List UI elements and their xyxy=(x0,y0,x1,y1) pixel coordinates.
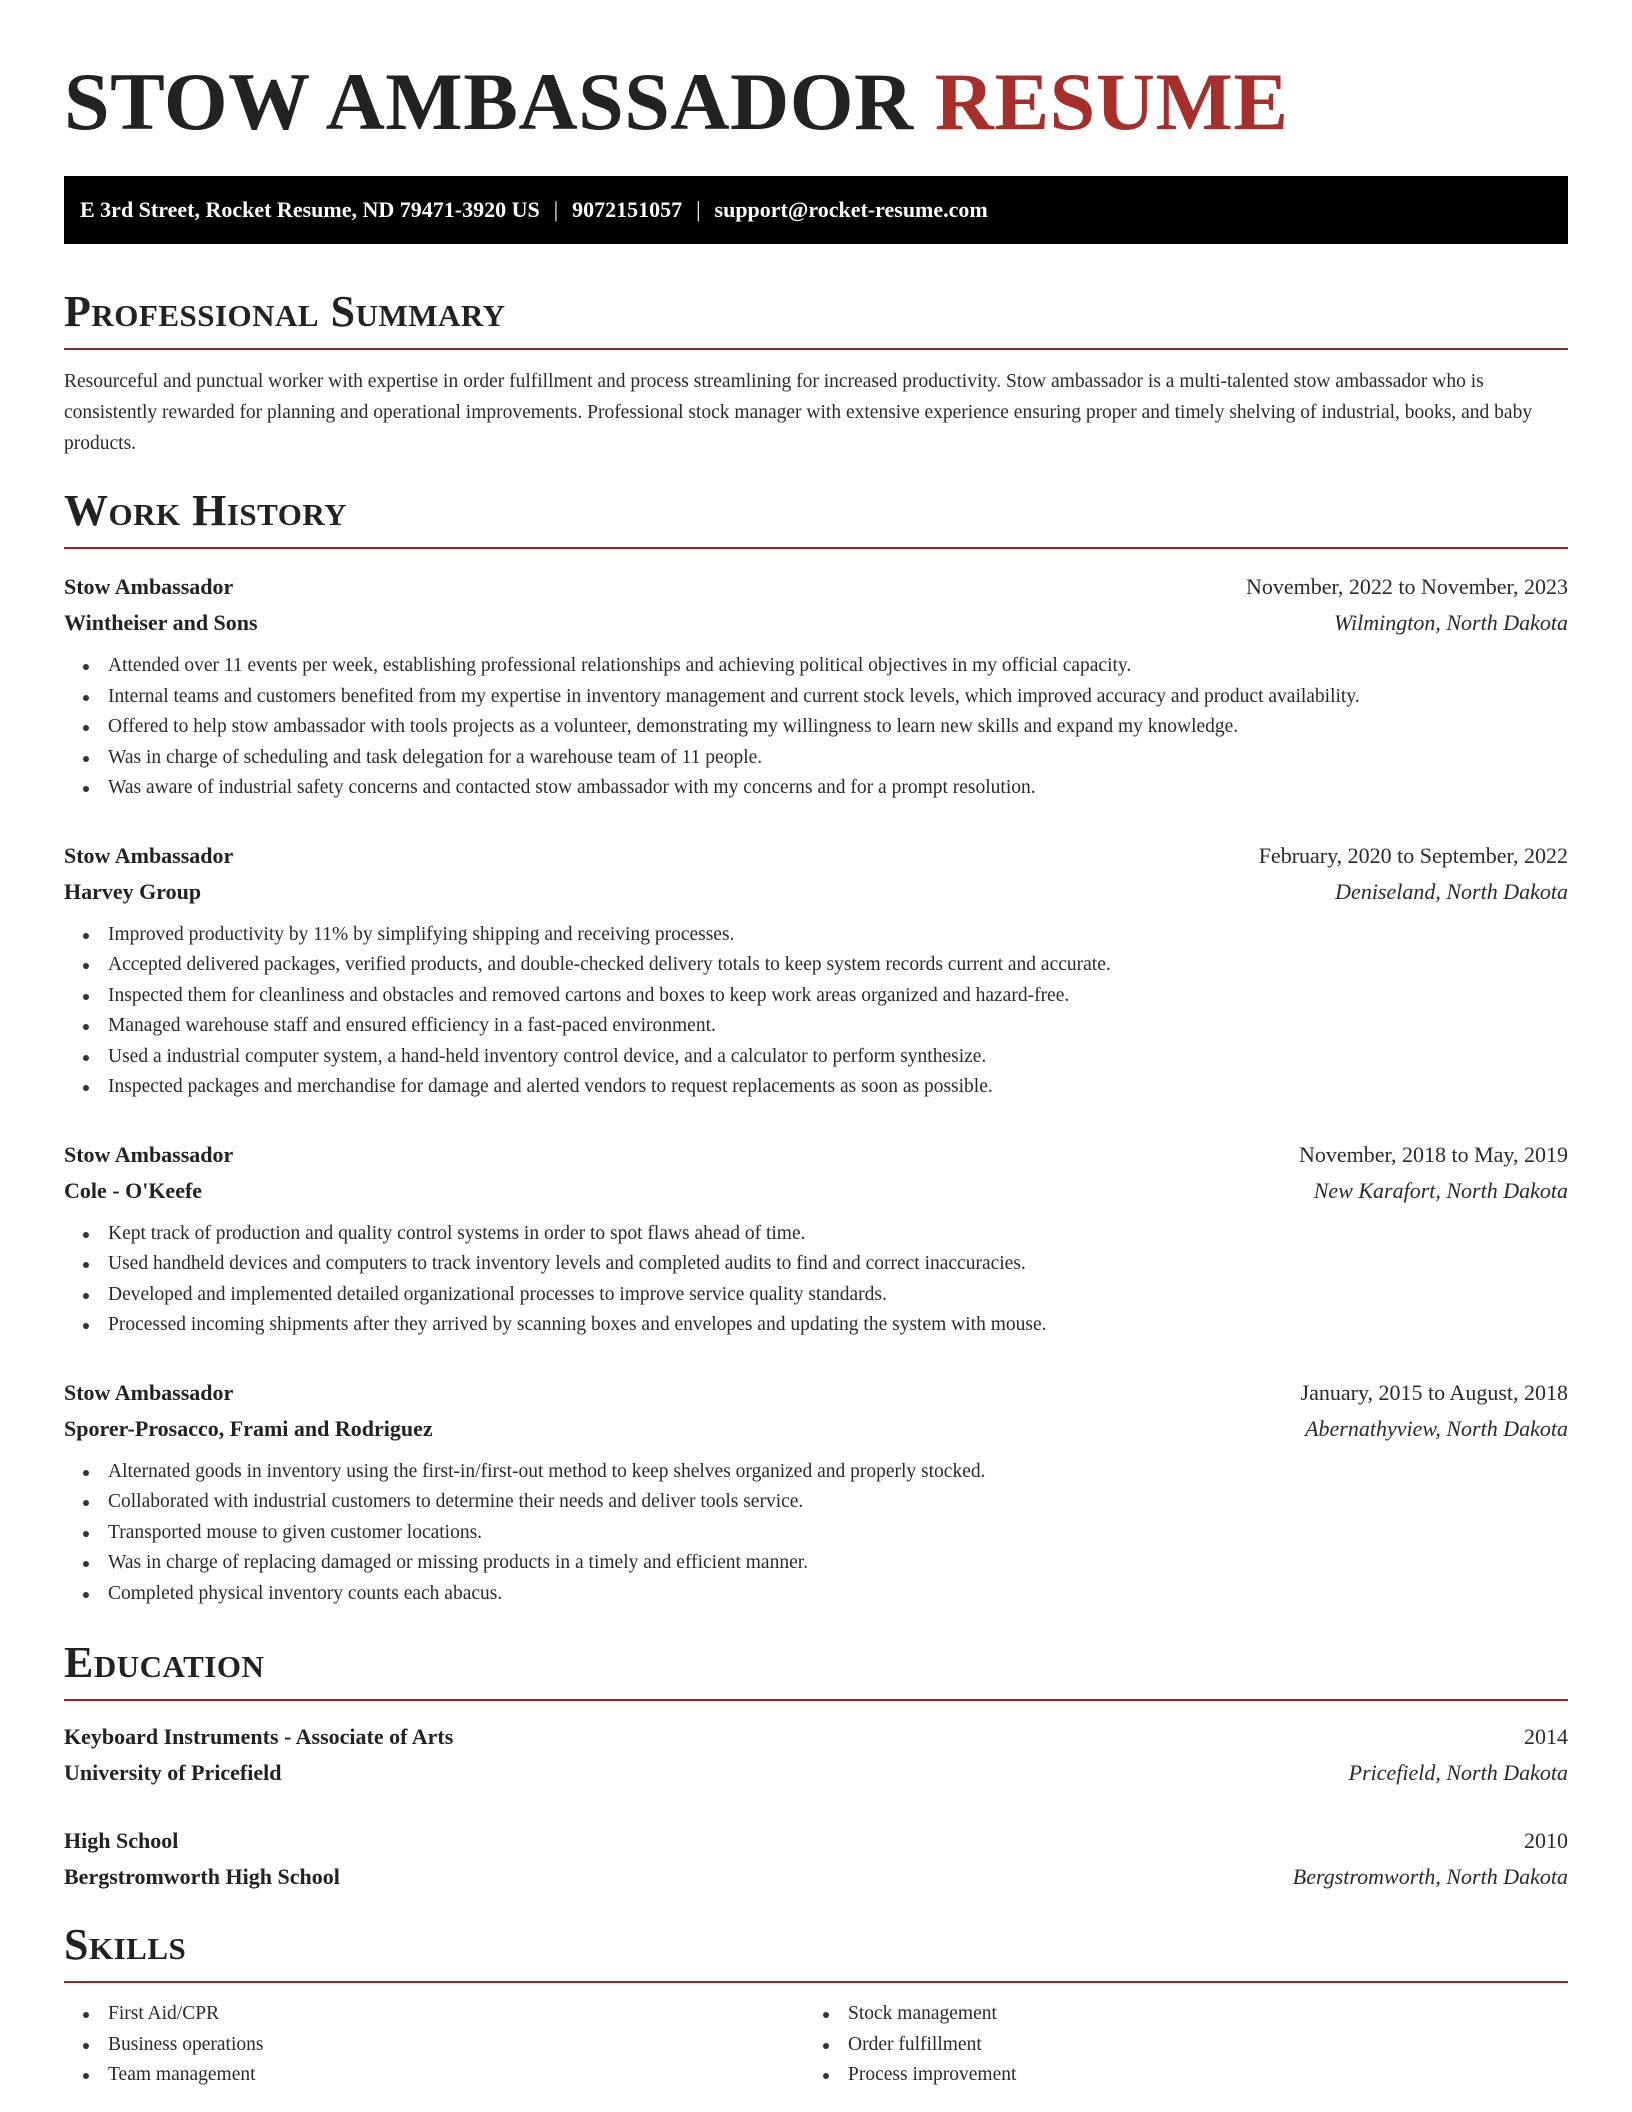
education-heading: Education xyxy=(64,1635,1568,1701)
work-history-heading: Work History xyxy=(64,483,1568,549)
skill-item: Team management xyxy=(64,2060,804,2091)
job-title: Stow Ambassador xyxy=(64,1141,234,1167)
job-title-row xyxy=(64,1375,1568,1411)
contact-separator: | xyxy=(696,197,701,222)
job-bullet: Managed warehouse staff and ensured efficiency in a fast-paced environment. xyxy=(64,1011,1568,1042)
job-bullet: Used handheld devices and computers to track inventory levels and completed audits to find and correct inaccuracies. xyxy=(64,1249,1568,1280)
resume-page xyxy=(64,0,1568,2091)
skill-item: Order fulfillment xyxy=(804,2030,1544,2061)
job-bullet: Offered to help stow ambassador with tools projects as a volunteer, demonstrating my willingness to learn new skills and expand my knowledge. xyxy=(64,712,1568,743)
job-bullet: Improved productivity by 11% by simplifying shipping and receiving processes. xyxy=(64,920,1568,951)
job-bullet: Alternated goods in inventory using the first-in/first-out method to keep shelves organized and properly stocked. xyxy=(64,1457,1568,1488)
education-school: Bergstromworth High School xyxy=(64,1864,340,1889)
job-title-row xyxy=(64,569,1568,605)
job-bullet: Internal teams and customers benefited from my expertise in inventory management and current stock levels, which improved accuracy and product availability. xyxy=(64,682,1568,713)
summary-heading: Professional Summary xyxy=(64,284,1568,350)
summary-text: Resourceful and punctual worker with expertise in order fulfillment and process streamlining for increased productivity. Stow ambassador is a multi-talented stow ambassador who is consistently rewarded for planning and operational improvements. Professional stock manager with extensive experience ensuring proper and timely shelving of industrial, books, and baby products. xyxy=(64,371,1533,454)
job-bullets xyxy=(64,1457,1568,1610)
skill-item: First Aid/CPR xyxy=(64,1999,804,2030)
education-entry xyxy=(64,1823,1568,1895)
job-title-row xyxy=(64,1137,1568,1173)
job-bullet: Inspected them for cleanliness and obstacles and removed cartons and boxes to keep work areas organized and hazard-free. xyxy=(64,981,1568,1012)
job-company-row xyxy=(64,1173,1568,1209)
education-year: 2010 xyxy=(1524,1828,1568,1853)
job-entry xyxy=(64,838,1568,1103)
job-title: Stow Ambassador xyxy=(64,842,234,868)
contact-address: E 3rd Street, Rocket Resume, ND 79471-3920 US xyxy=(80,197,540,222)
resume-title-accent: RESUME xyxy=(934,56,1289,147)
education-school-row xyxy=(64,1755,1568,1791)
job-dates: February, 2020 to September, 2022 xyxy=(1258,842,1568,868)
skill-item: Process improvement xyxy=(804,2060,1544,2091)
contact-separator: | xyxy=(553,197,559,222)
job-title: Stow Ambassador xyxy=(64,574,234,599)
job-bullet: Was in charge of scheduling and task delegation for a warehouse team of 11 people. xyxy=(64,743,1568,774)
job-bullet: Was aware of industrial safety concerns and contacted stow ambassador with my concerns and for a prompt resolution. xyxy=(64,773,1568,804)
job-bullet: Attended over 11 events per week, establishing professional relationships and achieving political objectives in my official capacity. xyxy=(64,651,1568,682)
skills-grid xyxy=(64,1999,1568,2091)
job-bullet: Processed incoming shipments after they arrived by scanning boxes and envelopes and updating the system with mouse. xyxy=(64,1310,1568,1341)
education-degree-row xyxy=(64,1823,1568,1859)
education-location: Bergstromworth, North Dakota xyxy=(1292,1864,1568,1889)
education-degree-row xyxy=(64,1719,1568,1755)
job-location: New Karafort, North Dakota xyxy=(1313,1177,1568,1203)
job-bullet: Transported mouse to given customer locations. xyxy=(64,1518,1568,1549)
job-company-row xyxy=(64,874,1568,910)
job-company-row xyxy=(64,605,1568,641)
skill-item: Business operations xyxy=(64,2030,804,2061)
education-location: Pricefield, North Dakota xyxy=(1348,1760,1568,1785)
job-company: Sporer-Prosacco, Frami and Rodriguez xyxy=(64,1415,433,1441)
job-entry xyxy=(64,1375,1568,1610)
job-title-row xyxy=(64,838,1568,874)
job-dates: January, 2015 to August, 2018 xyxy=(1300,1379,1568,1405)
skills-column-left xyxy=(64,1999,804,2091)
job-title: Stow Ambassador xyxy=(64,1379,234,1405)
contact-email[interactable]: support@rocket-resume.com xyxy=(714,197,988,222)
job-location: Deniseland, North Dakota xyxy=(1335,878,1568,904)
job-bullet: Kept track of production and quality control systems in order to spot flaws ahead of time. xyxy=(64,1219,1568,1250)
skills-heading: Skills xyxy=(64,1917,1568,1983)
job-company: Wintheiser and Sons xyxy=(64,610,258,635)
job-bullet: Accepted delivered packages, verified products, and double-checked delivery totals to keep system records current and accurate. xyxy=(64,950,1568,981)
job-bullets xyxy=(64,651,1568,804)
job-company: Harvey Group xyxy=(64,878,202,904)
resume-title xyxy=(64,0,1568,152)
contact-bar xyxy=(64,176,1568,244)
skills-column-right xyxy=(804,1999,1544,2091)
job-bullet: Was in charge of replacing damaged or missing products in a timely and efficient manner. xyxy=(64,1548,1568,1579)
education-year: 2014 xyxy=(1524,1724,1568,1749)
job-company: Cole - O'Keefe xyxy=(64,1177,203,1203)
job-entry xyxy=(64,1137,1568,1341)
education-degree: High School xyxy=(64,1828,179,1853)
job-location: Wilmington, North Dakota xyxy=(1333,610,1568,635)
education-degree: Keyboard Instruments - Associate of Arts xyxy=(64,1724,454,1749)
job-bullet: Used a industrial computer system, a hand-held inventory control device, and a calculator to perform synthesize. xyxy=(64,1042,1568,1073)
job-bullet: Completed physical inventory counts each abacus. xyxy=(64,1579,1568,1610)
resume-title-name: STOW AMBASSADOR xyxy=(64,56,914,147)
job-location: Abernathyview, North Dakota xyxy=(1305,1415,1568,1441)
job-bullet: Inspected packages and merchandise for damage and alerted vendors to request replacements as soon as possible. xyxy=(64,1072,1568,1103)
job-bullets xyxy=(64,1219,1568,1341)
contact-phone: 9072151057 xyxy=(572,197,683,222)
education-entry xyxy=(64,1719,1568,1791)
education-school: University of Pricefield xyxy=(64,1760,282,1785)
job-dates: November, 2018 to May, 2019 xyxy=(1299,1141,1568,1167)
job-bullets xyxy=(64,920,1568,1103)
job-dates: November, 2022 to November, 2023 xyxy=(1245,574,1568,599)
job-company-row xyxy=(64,1411,1568,1447)
skill-item: Stock management xyxy=(804,1999,1544,2030)
education-school-row xyxy=(64,1859,1568,1895)
job-bullet: Developed and implemented detailed organizational processes to improve service quality standards. xyxy=(64,1280,1568,1311)
job-bullet: Collaborated with industrial customers to determine their needs and deliver tools service. xyxy=(64,1487,1568,1518)
job-entry xyxy=(64,569,1568,804)
